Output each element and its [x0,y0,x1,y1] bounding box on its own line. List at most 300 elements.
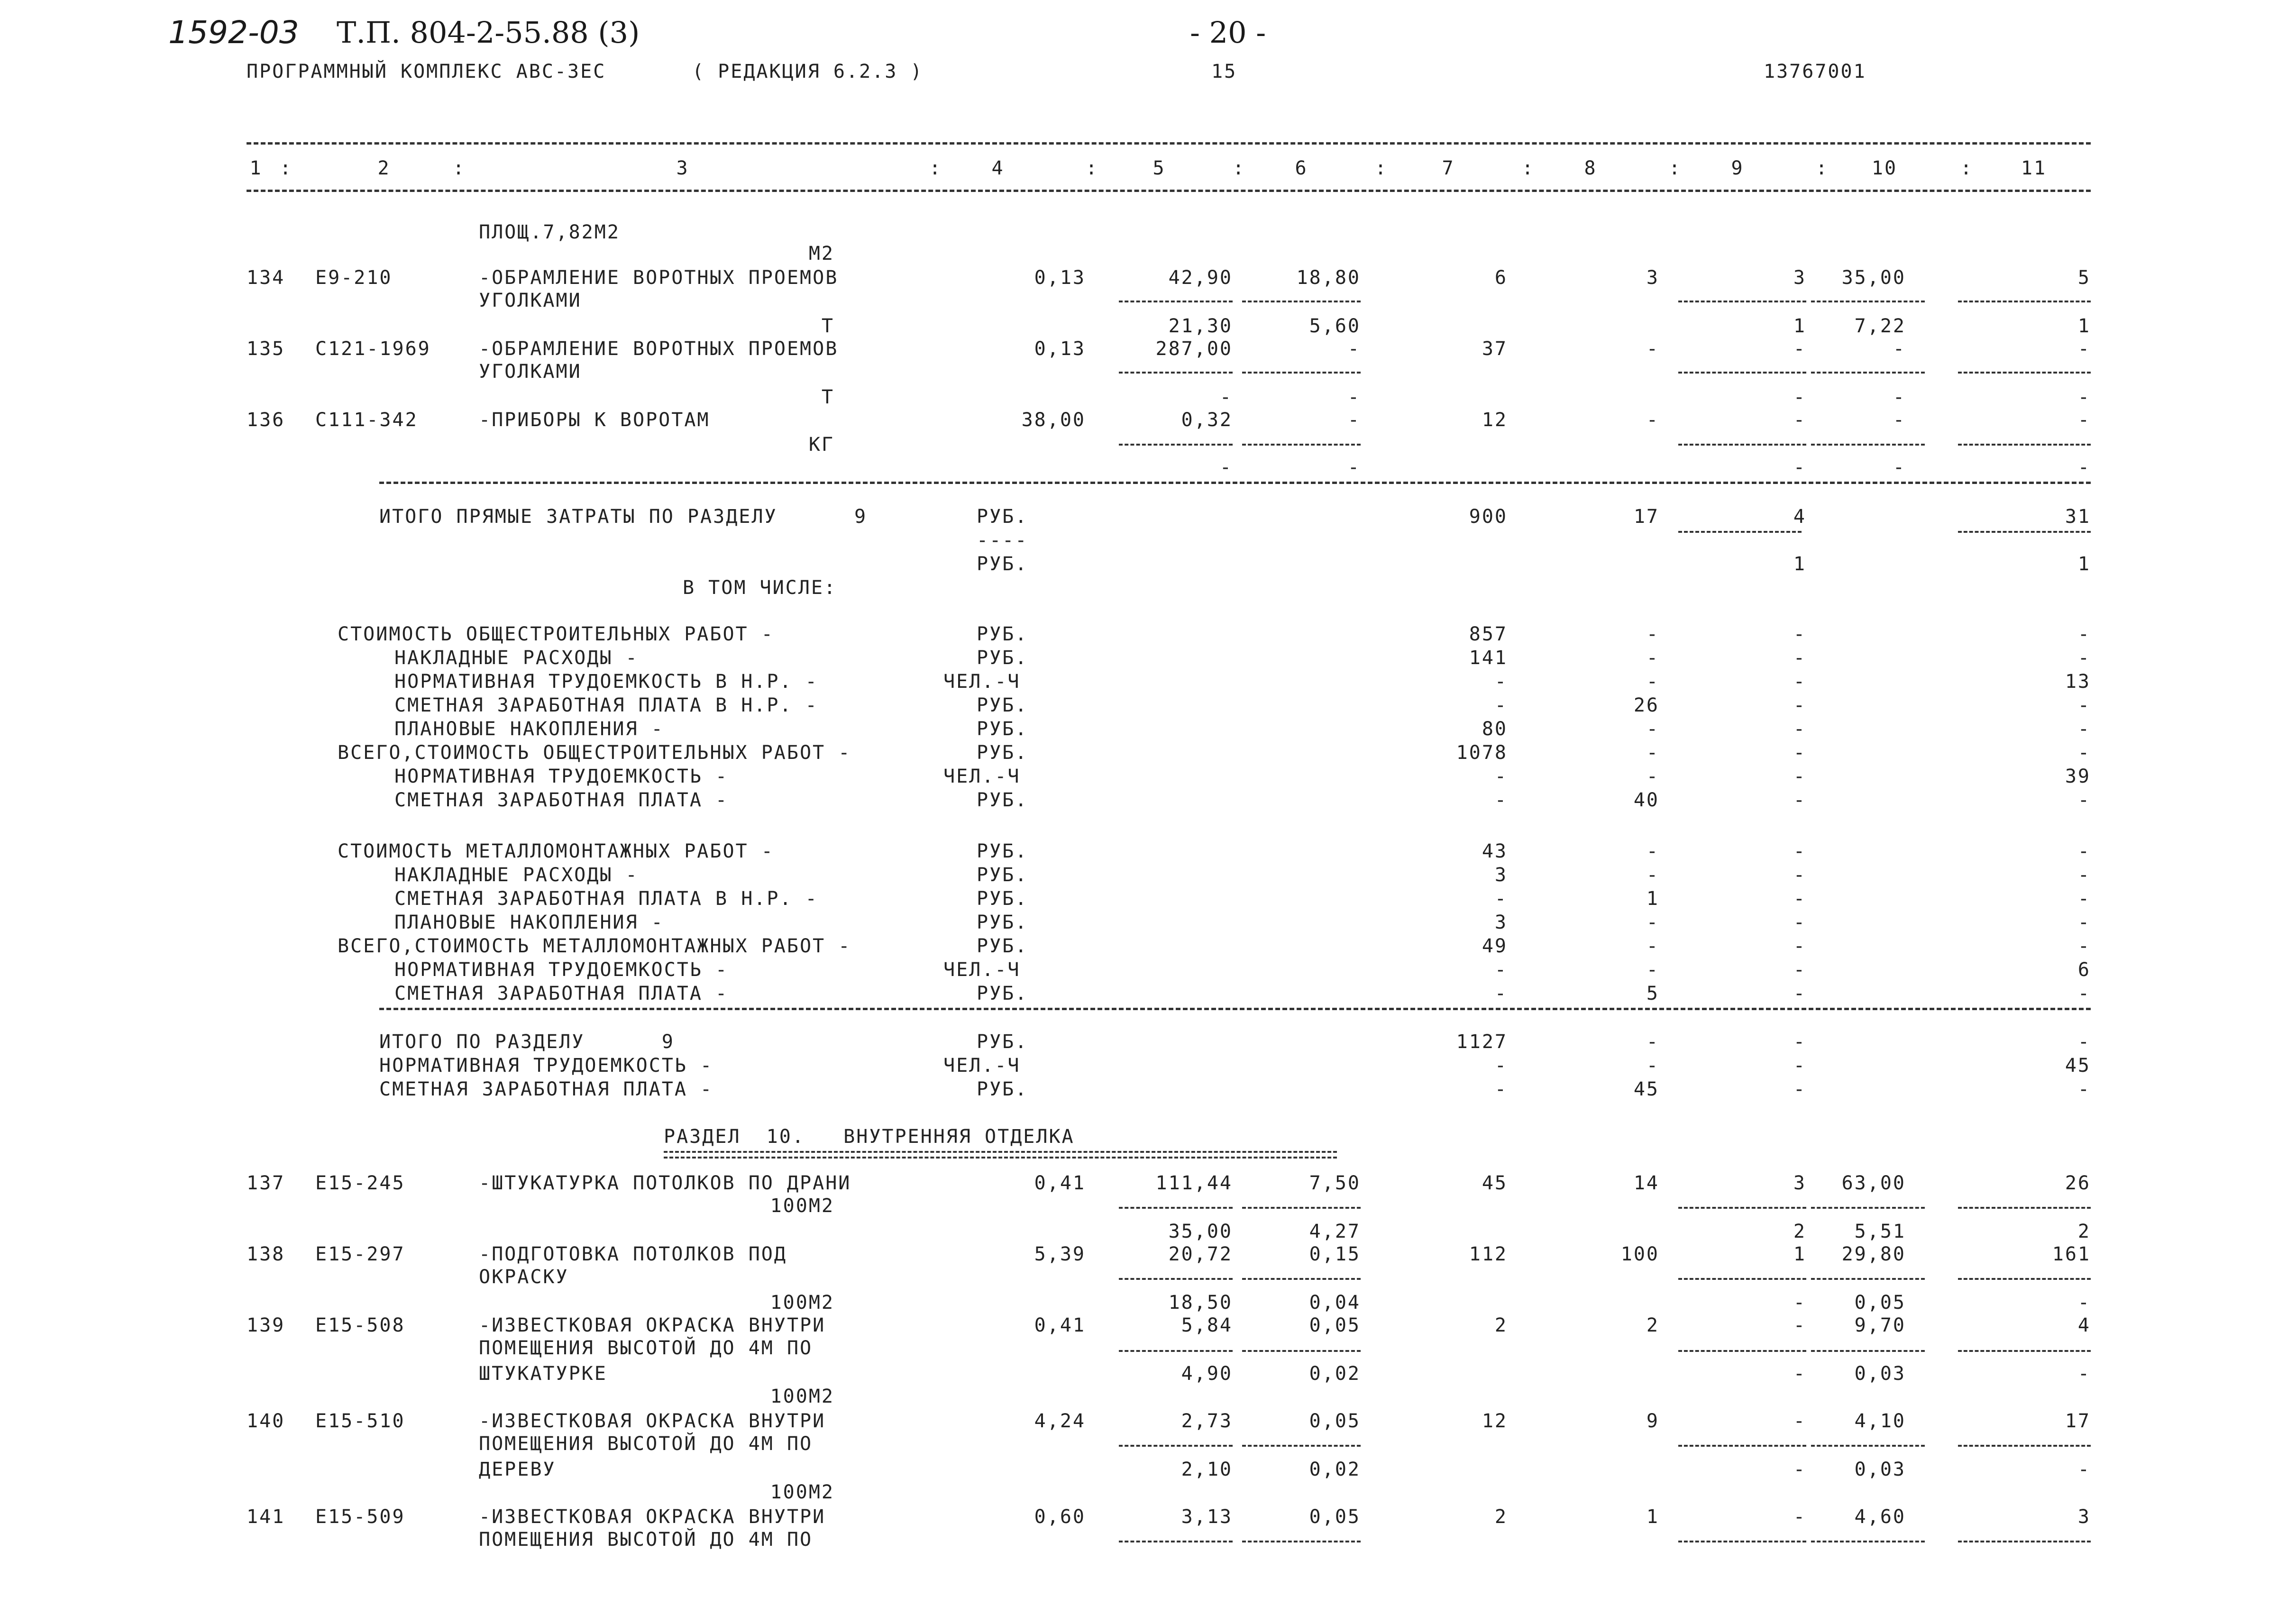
cell-c6: 0,02 [1309,1363,1361,1385]
cell-c11: 1 [2077,315,2091,337]
cell-c10: 63,00 [1841,1172,1906,1194]
cell-c1: 138 [247,1243,285,1265]
cell-c5: 42,90 [1168,267,1233,289]
summary-c9: - [1793,935,1806,957]
cell-c3: ПОМЕЩЕНИЯ ВЫСОТОЙ ДО 4М ПО [479,1337,813,1359]
cell-c6: 5,60 [1309,315,1361,337]
cell-c6: - [1347,338,1361,360]
summary-unit: РУБ. [977,623,1028,645]
cell-c6: 0,04 [1309,1292,1361,1314]
summary-unit: РУБ. [977,506,1028,528]
cell-c5: 0,32 [1181,409,1233,431]
cell-c8: 14 [1633,1172,1659,1194]
cell-c8: 3 [1646,267,1659,289]
cell-c3: УГОЛКАМИ [479,290,582,311]
cell-c3: ШТУКАТУРКЕ [479,1363,607,1385]
cell-c2: Е15-297 [315,1243,405,1265]
summary-c9: - [1793,1078,1806,1100]
column-separator: : [1522,157,1535,179]
cell-c4: 4,24 [1034,1410,1086,1432]
cell-c3: -ОБРАМЛЕНИЕ ВОРОТНЫХ ПРОЕМОВ [479,338,839,360]
cell-c7: 112 [1469,1243,1508,1265]
summary-c11: 31 [2065,506,2091,528]
cell-c5: 287,00 [1155,338,1233,360]
cell-c10: - [1893,386,1906,408]
subtotal-rule [1678,1207,1806,1209]
summary-label: НОРМАТИВНАЯ ТРУДОЕМКОСТЬ - [394,959,729,981]
cell-c3u: КГ [808,434,834,456]
cell-c11: 5 [2077,267,2091,289]
cell-c5: 4,90 [1181,1363,1233,1385]
summary-unit: РУБ. [977,840,1028,862]
summary-c9: - [1793,742,1806,764]
summary-label: СМЕТНАЯ ЗАРАБОТНАЯ ПЛАТА - [394,789,729,811]
column-separator: : [1960,157,1974,179]
summary-c7: 80 [1482,718,1508,740]
column-header: 5 [1153,157,1166,179]
subtotal-rule [1119,1445,1233,1447]
cell-c11: 161 [2052,1243,2091,1265]
cell-c8: - [1646,409,1659,431]
cell-c8: 9 [1646,1410,1659,1432]
summary-c7: 49 [1482,935,1508,957]
cell-c9: - [1793,1314,1806,1336]
summary-c11: - [2077,623,2091,645]
summary-c11: - [2077,840,2091,862]
cell-c8: 2 [1646,1314,1659,1336]
summary-c7: - [1494,694,1508,716]
program-edition: ( РЕДАКЦИЯ 6.2.3 ) [692,61,924,82]
table-top-rule [247,142,2091,145]
summary-label: НОРМАТИВНАЯ ТРУДОЕМКОСТЬ В Н.Р. - [394,671,818,693]
summary-unit: ЧЕЛ.-Ч [943,671,1021,693]
summary-c9: 4 [1793,506,1806,528]
cell-c5: 2,10 [1181,1459,1233,1480]
summary-unit: РУБ. [977,718,1028,740]
column-separator: : [1816,157,1829,179]
cell-c6: 0,05 [1309,1314,1361,1336]
cell-c4: 38,00 [1021,409,1086,431]
subtotal-rule [1811,1445,1925,1447]
subtotal-rule [1811,301,1925,302]
cell-c3u: 100М2 [770,1386,834,1407]
summary-unit: РУБ. [977,1078,1028,1100]
cell-c8: 100 [1620,1243,1659,1265]
cell-c3u: Т [821,386,834,408]
summary-c11: - [2077,912,2091,933]
cell-c11: - [2077,409,2091,431]
summary-c11: 1 [2077,553,2091,575]
summary-unit: ЧЕЛ.-Ч [943,1055,1021,1077]
subtotal-rule [1242,1207,1361,1209]
subtotal-rule [1678,1350,1806,1352]
cell-c6: 18,80 [1296,267,1361,289]
summary-c9: - [1793,1031,1806,1053]
object-code: 13767001 [1764,61,1866,82]
summary-c9: - [1793,912,1806,933]
summary-c9: - [1793,959,1806,981]
subtotal-rule [1958,1350,2091,1352]
cell-c1: 140 [247,1410,285,1432]
cell-c7: 45 [1482,1172,1508,1194]
cell-c4: 0,41 [1034,1314,1086,1336]
cell-c1: 136 [247,409,285,431]
cell-c11: - [2077,456,2091,478]
cell-c2: Е9-210 [315,267,393,289]
subtotal-rule [1242,444,1361,446]
column-header: 1 [249,157,263,179]
subtotal-rule [1678,372,1806,374]
summary-c9: - [1793,888,1806,910]
summary-c11: 13 [2065,671,2091,693]
cell-c5: 3,13 [1181,1506,1233,1528]
summary-c11: - [2077,1078,2091,1100]
cell-c9: 3 [1793,1172,1806,1194]
document-code: Т.П. 804-2-55.88 (3) [337,15,640,50]
summary-c9: - [1793,718,1806,740]
subtotal-rule [1119,372,1233,374]
cell-c9: - [1793,456,1806,478]
summary-label: СМЕТНАЯ ЗАРАБОТНАЯ ПЛАТА - [379,1078,713,1100]
sheet-number: 15 [1211,61,1237,82]
summary-c11: - [2077,983,2091,1004]
summary-c8: 40 [1633,789,1659,811]
cell-c3u: 100М2 [770,1195,834,1217]
summary-label: СМЕТНАЯ ЗАРАБОТНАЯ ПЛАТА - [394,983,729,1004]
cell-c9: 1 [1793,315,1806,337]
cell-c2: Е15-510 [315,1410,405,1432]
summary-c11: - [2077,694,2091,716]
column-header: 11 [2021,157,2047,179]
cell-c11: 17 [2065,1410,2091,1432]
summary-c8: - [1646,959,1659,981]
cell-c2: Е15-245 [315,1172,405,1194]
summary-c8: - [1646,742,1659,764]
summary-label: ИТОГО ПО РАЗДЕЛУ 9 [379,1031,675,1053]
summary-c7: 857 [1469,623,1508,645]
subtotal-rule [1811,372,1925,374]
cell-c10: 4,10 [1854,1410,1906,1432]
summary-c7: 1078 [1456,742,1508,764]
cell-c9: - [1793,386,1806,408]
cell-c1: 137 [247,1172,285,1194]
summary-label: ВСЕГО,СТОИМОСТЬ ОБЩЕСТРОИТЕЛЬНЫХ РАБОТ - [338,742,851,764]
subtotal-rule [1119,1278,1233,1280]
summary-c8: 5 [1646,983,1659,1004]
cell-c3: УГОЛКАМИ [479,361,582,383]
summary-c8: 1 [1646,888,1659,910]
subtotal-rule [1242,1445,1361,1447]
summary-c9: - [1793,671,1806,693]
cell-c10: 4,60 [1854,1506,1906,1528]
cell-c3u: 100М2 [770,1292,834,1314]
summary-c7: 3 [1494,864,1508,886]
summary-subrule [1958,531,2091,533]
subtotal-rule [1811,1278,1925,1280]
summary-unit: РУБ. [977,935,1028,957]
summary-c11: - [2077,742,2091,764]
summary-c7: 141 [1469,647,1508,669]
cell-c11: 4 [2077,1314,2091,1336]
cell-c3: ПОМЕЩЕНИЯ ВЫСОТОЙ ДО 4М ПО [479,1433,813,1455]
cell-c10: - [1893,456,1906,478]
summary-unit: РУБ. [977,742,1028,764]
cell-c2: С111-342 [315,409,418,431]
cell-c1: 135 [247,338,285,360]
cell-c4: 0,13 [1034,267,1086,289]
summary-label: СМЕТНАЯ ЗАРАБОТНАЯ ПЛАТА В Н.Р. - [394,694,818,716]
summary-c9: - [1793,864,1806,886]
column-separator: : [1233,157,1246,179]
subtotal-rule [1119,1207,1233,1209]
cell-c6: 0,05 [1309,1506,1361,1528]
subtotal-rule [1958,301,2091,302]
cell-c11: - [2077,1363,2091,1385]
summary-c8: - [1646,840,1659,862]
cell-c9: - [1793,1292,1806,1314]
subtotal-rule [1119,301,1233,302]
subtotal-rule [1958,1541,2091,1542]
summary-unit: ЧЕЛ.-Ч [943,959,1021,981]
summary-c8: - [1646,623,1659,645]
summary-c8: - [1646,935,1659,957]
summary-unit: РУБ. [977,888,1028,910]
subtotal-rule [1119,1350,1233,1352]
subtotal-rule [1811,1541,1925,1542]
summary-unit: РУБ. [977,983,1028,1004]
cell-c8: 1 [1646,1506,1659,1528]
summary-c11: - [2077,888,2091,910]
summary-c9: 1 [1793,553,1806,575]
summary-c11: 6 [2077,959,2091,981]
summary-c9: - [1793,766,1806,787]
column-header: 8 [1584,157,1597,179]
subtotal-rule [1678,301,1806,302]
subtotal-rule [1678,1445,1806,1447]
summary-unit: РУБ. [977,1031,1028,1053]
cell-c6: 0,05 [1309,1410,1361,1432]
summary-c9: - [1793,840,1806,862]
subtotal-rule [1242,1541,1361,1542]
cell-c3u: Т [821,315,834,337]
summary-unit: РУБ. [977,553,1028,575]
subtotal-rule [1242,301,1361,302]
cell-c6: 4,27 [1309,1221,1361,1242]
cell-c7: 6 [1494,267,1508,289]
column-header-rule [247,190,2091,192]
summary-c11: - [2077,935,2091,957]
summary-unit: РУБ. [977,694,1028,716]
cell-c10: 35,00 [1841,267,1906,289]
cell-c11: 3 [2077,1506,2091,1528]
summary-c9: - [1793,694,1806,716]
cell-c7: 37 [1482,338,1508,360]
cell-c1: 134 [247,267,285,289]
summary-c7: - [1494,671,1508,693]
cell-c2: Е15-508 [315,1314,405,1336]
subtotal-rule [1958,444,2091,446]
column-header: 9 [1731,157,1744,179]
summary-c7: 1127 [1456,1031,1508,1053]
cell-c9: - [1793,1410,1806,1432]
cell-c9: - [1793,1459,1806,1480]
cell-c6: - [1347,386,1361,408]
cell-c2: Е15-509 [315,1506,405,1528]
column-header: 7 [1442,157,1455,179]
page-number: - 20 - [1190,15,1266,50]
cell-c5: 21,30 [1168,315,1233,337]
subtotal-rule [1958,372,2091,374]
summary-c11: - [2077,864,2091,886]
cell-c7: 2 [1494,1314,1508,1336]
summary-c11: - [2077,789,2091,811]
column-header: 10 [1871,157,1898,179]
summary-c8: 45 [1633,1078,1659,1100]
subtotal-rule [1811,1350,1925,1352]
cell-c11: 26 [2065,1172,2091,1194]
summary-unit: ЧЕЛ.-Ч [943,766,1021,787]
summary-c7: - [1494,1078,1508,1100]
cell-c6: - [1347,456,1361,478]
summary-c7: - [1494,959,1508,981]
cell-c3: ДЕРЕВУ [479,1459,556,1480]
subtotal-rule [1119,1541,1233,1542]
cell-c2: С121-1969 [315,338,431,360]
column-separator: : [929,157,942,179]
cell-c3u: М2 [808,243,834,265]
column-header: 6 [1295,157,1308,179]
cell-c3: -ШТУКАТУРКА ПОТОЛКОВ ПО ДРАНИ [479,1172,851,1194]
summary-label: ПЛАНОВЫЕ НАКОПЛЕНИЯ - [394,912,664,933]
summary-c7: 43 [1482,840,1508,862]
column-separator: : [280,157,293,179]
section-title: РАЗДЕЛ 10. ВНУТРЕННЯЯ ОТДЕЛКА [664,1126,1075,1148]
summary-c9: - [1793,983,1806,1004]
subtotal-rule [1811,444,1925,446]
cell-c5: 5,84 [1181,1314,1233,1336]
section-title-underline-2 [664,1157,1337,1159]
column-separator: : [1375,157,1388,179]
cell-c5: - [1219,456,1233,478]
cell-c7: 12 [1482,1410,1508,1432]
cell-c11: - [2077,1459,2091,1480]
summary-label: СТОИМОСТЬ МЕТАЛЛОМОНТАЖНЫХ РАБОТ - [338,840,774,862]
summary-subrule [1678,531,1802,533]
cell-c5: 18,50 [1168,1292,1233,1314]
summary-c7: - [1494,766,1508,787]
cell-c6: - [1347,409,1361,431]
cell-c9: 2 [1793,1221,1806,1242]
cell-c5: 20,72 [1168,1243,1233,1265]
subtotal-rule [1242,1350,1361,1352]
column-header: 4 [991,157,1005,179]
summary-unit: ---- [977,529,1028,551]
cell-c11: - [2077,338,2091,360]
summary-unit: РУБ. [977,912,1028,933]
summary-c11: - [2077,1031,2091,1053]
subtotal-rule [1678,1278,1806,1280]
cell-c3: ПОМЕЩЕНИЯ ВЫСОТОЙ ДО 4М ПО [479,1529,813,1551]
summary-c11: - [2077,718,2091,740]
summary-label: НОРМАТИВНАЯ ТРУДОЕМКОСТЬ - [379,1055,713,1077]
cell-c3: ПЛОЩ.7,82М2 [479,221,620,243]
summary-c9: - [1793,789,1806,811]
cell-c3: -ИЗВЕСТКОВАЯ ОКРАСКА ВНУТРИ [479,1314,826,1336]
cell-c10: - [1893,409,1906,431]
cell-c10: - [1893,338,1906,360]
column-separator: : [1669,157,1682,179]
cell-c10: 9,70 [1854,1314,1906,1336]
column-separator: : [1086,157,1099,179]
cell-c10: 0,03 [1854,1363,1906,1385]
cell-c6: 7,50 [1309,1172,1361,1194]
cell-c5: 2,73 [1181,1410,1233,1432]
cell-c7: 12 [1482,409,1508,431]
summary-label: СТОИМОСТЬ ОБЩЕСТРОИТЕЛЬНЫХ РАБОТ - [338,623,774,645]
cell-c10: 5,51 [1854,1221,1906,1242]
summary-c8: 17 [1633,506,1659,528]
summary-c7: - [1494,789,1508,811]
column-header: 2 [377,157,391,179]
column-separator: : [453,157,466,179]
summary-c9: - [1793,647,1806,669]
summary-label: ИТОГО ПРЯМЫЕ ЗАТРАТЫ ПО РАЗДЕЛУ 9 [379,506,868,528]
cell-c9: - [1793,338,1806,360]
subtotal-rule [1958,1278,2091,1280]
cell-c3: -ИЗВЕСТКОВАЯ ОКРАСКА ВНУТРИ [479,1410,826,1432]
cell-c4: 5,39 [1034,1243,1086,1265]
cell-c9: - [1793,1506,1806,1528]
cell-c11: - [2077,1292,2091,1314]
summary-c8: - [1646,671,1659,693]
summary-label: ВСЕГО,СТОИМОСТЬ МЕТАЛЛОМОНТАЖНЫХ РАБОТ - [338,935,851,957]
subtotal-rule [1242,372,1361,374]
section-total-rule-2 [379,1008,2091,1010]
summary-unit: РУБ. [977,864,1028,886]
summary-label: ПЛАНОВЫЕ НАКОПЛЕНИЯ - [394,718,664,740]
summary-c8: - [1646,766,1659,787]
cell-c3: -ПОДГОТОВКА ПОТОЛКОВ ПОД [479,1243,787,1265]
cell-c5: 35,00 [1168,1221,1233,1242]
cell-c1: 141 [247,1506,285,1528]
summary-label: НАКЛАДНЫЕ РАСХОДЫ - [394,864,639,886]
cell-c8: - [1646,338,1659,360]
cell-c4: 0,60 [1034,1506,1086,1528]
summary-label: НОРМАТИВНАЯ ТРУДОЕМКОСТЬ - [394,766,729,787]
section-title-underline [664,1151,1337,1153]
column-header: 3 [676,157,689,179]
cell-c9: 1 [1793,1243,1806,1265]
program-name: ПРОГРАММНЫЙ КОМПЛЕКС АВС-3ЕС [247,61,606,82]
cell-c4: 0,13 [1034,338,1086,360]
cell-c5: - [1219,386,1233,408]
cell-c10: 29,80 [1841,1243,1906,1265]
cell-c11: 2 [2077,1221,2091,1242]
cell-c6: 0,15 [1309,1243,1361,1265]
summary-label: НАКЛАДНЫЕ РАСХОДЫ - [394,647,639,669]
summary-c11: 39 [2065,766,2091,787]
summary-c7: 3 [1494,912,1508,933]
summary-c11: - [2077,647,2091,669]
cell-c11: - [2077,386,2091,408]
cell-c10: 7,22 [1854,315,1906,337]
cell-c9: - [1793,409,1806,431]
cell-c1: 139 [247,1314,285,1336]
subtotal-rule [1811,1207,1925,1209]
subtotal-rule [1958,1207,2091,1209]
cell-c10: 0,05 [1854,1292,1906,1314]
summary-c7: 900 [1469,506,1508,528]
